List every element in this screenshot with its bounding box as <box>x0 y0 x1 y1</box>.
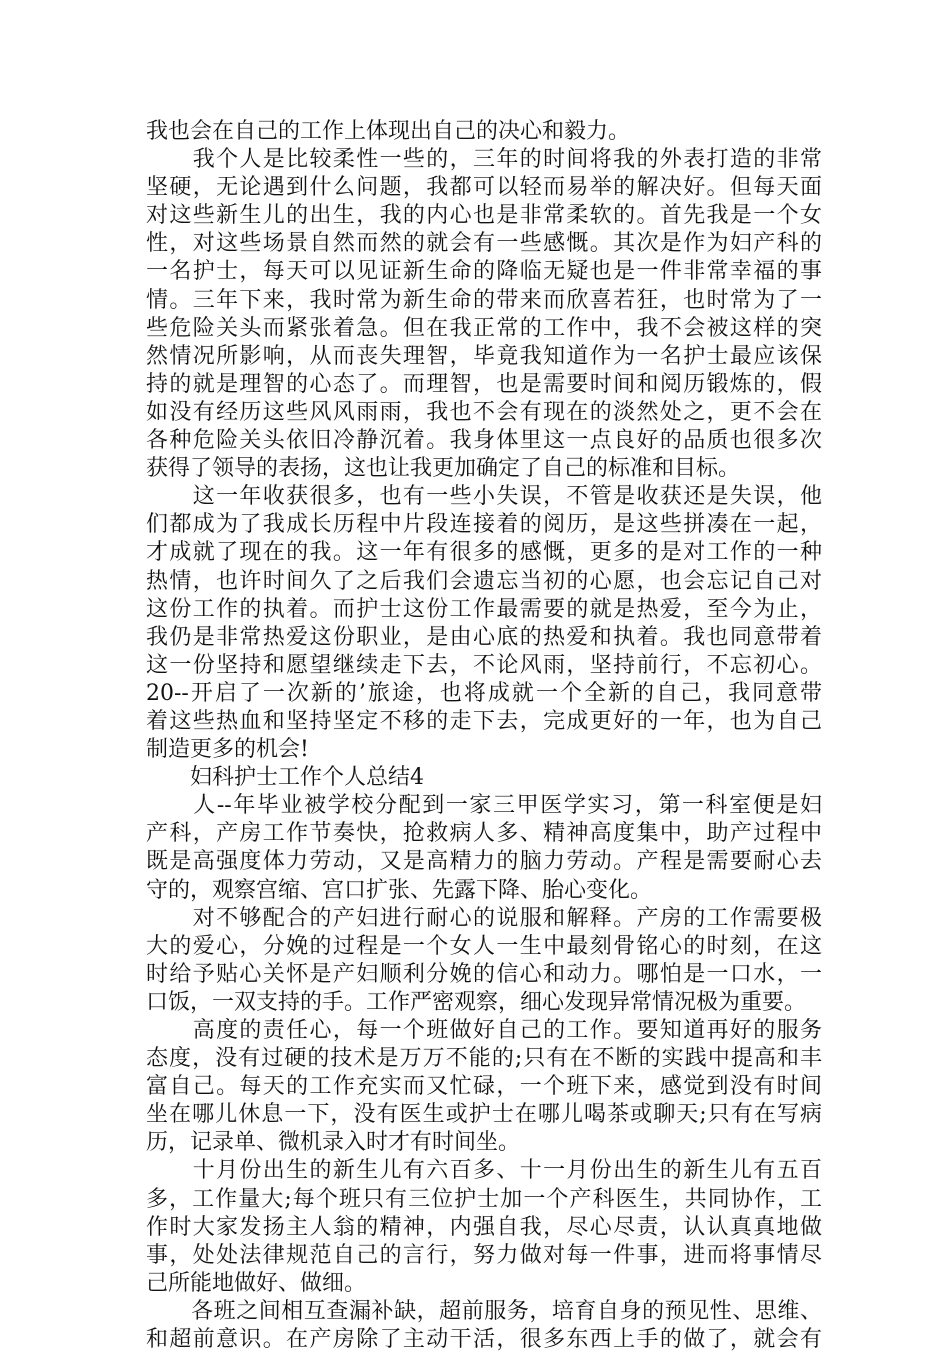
text-line: 态度，没有过硬的技术是万万不能的;只有在不断的实践中提高和丰 <box>146 1046 822 1072</box>
text-line: 多，工作量大;每个班只有三位护士加一个产科医生，共同协作，工 <box>146 1186 822 1212</box>
text-line: 一名护士，每天可以见证新生命的降临无疑也是一件非常幸福的事 <box>146 259 822 285</box>
text-line: 各班之间相互查漏补缺，超前服务，培育自身的预见性、思维、 <box>146 1298 822 1324</box>
text-line: 这一年收获很多，也有一些小失误，不管是收获还是失误，他 <box>146 484 822 510</box>
text-line: 些危险关头而紧张着急。但在我正常的工作中，我不会被这样的突 <box>146 315 822 341</box>
text-line: 十月份出生的新生儿有六百多、十一月份出生的新生儿有五百 <box>146 1158 822 1184</box>
text-line: 坚硬，无论遇到什么问题，我都可以轻而易举的解决好。但每天面 <box>146 175 822 201</box>
text-line: 制造更多的机会! <box>146 737 309 763</box>
text-line: 坐在哪儿休息一下，没有医生或护士在哪儿喝茶或聊天;只有在写病 <box>146 1102 822 1128</box>
text-line: 历，记录单、微机录入时才有时间坐。 <box>146 1130 521 1156</box>
text-line: 我也会在自己的工作上体现出自己的决心和毅力。 <box>146 119 631 144</box>
document-body <box>146 118 822 1354</box>
text-line: 我个人是比较柔性一些的，三年的时间将我的外表打造的非常 <box>146 147 822 173</box>
text-line: 热情，也许时间久了之后我们会遗忘当初的心愿，也会忘记自己对 <box>146 568 822 594</box>
text-line: 20--开启了一次新的’旅途，也将成就一个全新的自己，我同意带 <box>146 680 822 706</box>
text-line: 口饭，一双支持的手。工作严密观察，细心发现异常情况极为重要。 <box>146 989 807 1015</box>
text-line: 着这些热血和坚持坚定不移的走下去，完成更好的一年，也为自己 <box>146 708 822 734</box>
text-line: 情。三年下来，我时常为新生命的带来而欣喜若狂，也时常为了一 <box>146 287 822 313</box>
text-line: 对这些新生儿的出生，我的内心也是非常柔软的。首先我是一个女 <box>146 203 822 229</box>
text-line: 产科，产房工作节奏快，抢救病人多、精神高度集中，助产过程中 <box>146 821 822 847</box>
text-line: 们都成为了我成长历程中片段连接着的阅历，是这些拼凑在一起， <box>146 512 822 538</box>
text-line: 持的就是理智的心态了。而理智，也是需要时间和阅历锻炼的，假 <box>146 371 822 397</box>
text-line: 性，对这些场景自然而然的就会有一些感慨。其次是作为妇产科的 <box>146 231 822 257</box>
text-line: 这一份坚持和愿望继续走下去，不论风雨，坚持前行，不忘初心。 <box>146 652 822 678</box>
text-line: 获得了领导的表扬，这也让我更加确定了自己的标准和目标。 <box>146 456 741 482</box>
text-line: 大的爱心，分娩的过程是一个女人一生中最刻骨铭心的时刻，在这 <box>146 933 822 959</box>
text-line: 然情况所影响，从而丧失理智，毕竟我知道作为一名护士最应该保 <box>146 343 822 369</box>
text-line: 我仍是非常热爱这份职业，是由心底的热爱和执着。我也同意带着 <box>146 624 822 650</box>
text-line: 和超前意识。在产房除了主动干活，很多东西上手的做了，就会有 <box>146 1327 822 1353</box>
text-line: 才成就了现在的我。这一年有很多的感慨，更多的是对工作的一种 <box>146 540 822 566</box>
text-line: 这份工作的执着。而护士这份工作最需要的就是热爱，至今为止， <box>146 596 822 622</box>
text-line: 人--年毕业被学校分配到一家三甲医学实习，第一科室便是妇 <box>146 793 822 819</box>
text-line: 妇科护士工作个人总结4 <box>146 765 424 791</box>
text-line: 守的，观察宫缩、宫口扩张、先露下降、胎心变化。 <box>146 877 653 903</box>
text-line: 高度的责任心，每一个班做好自己的工作。要知道再好的服务 <box>146 1018 822 1043</box>
text-line: 事，处处法律规范自己的言行，努力做对每一件事，进而将事情尽 <box>146 1242 822 1268</box>
text-line: 对不够配合的产妇进行耐心的说服和解释。产房的工作需要极 <box>146 905 822 931</box>
text-line: 各种危险关头依旧冷静沉着。我身体里这一点良好的品质也很多次 <box>146 428 822 454</box>
text-line: 作时大家发扬主人翁的精神，内强自我，尽心尽责，认认真真地做 <box>146 1214 822 1240</box>
text-line: 时给予贴心关怀是产妇顺利分娩的信心和动力。哪怕是一口水，一 <box>146 961 822 987</box>
text-line: 既是高强度体力劳动，又是高精力的脑力劳动。产程是需要耐心去 <box>146 849 822 875</box>
text-line: 如没有经历这些风风雨雨，我也不会有现在的淡然处之，更不会在 <box>146 399 822 425</box>
text-line: 富自己。每天的工作充实而又忙碌，一个班下来，感觉到没有时间 <box>146 1074 822 1100</box>
text-line: 己所能地做好、做细。 <box>146 1270 367 1296</box>
